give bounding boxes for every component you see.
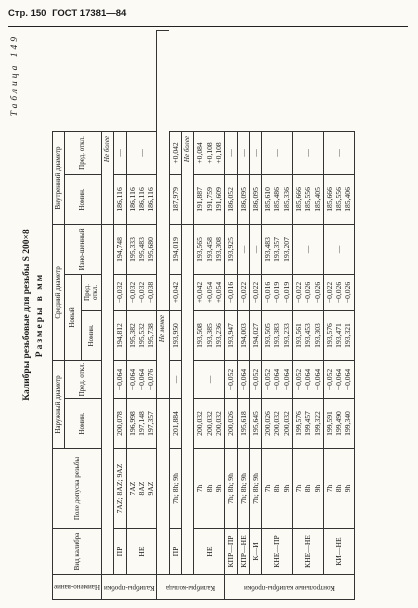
- inner-nominal-value: 185,336: [281, 187, 291, 212]
- inner-deviation-value: —: [226, 149, 236, 157]
- middle-deviation-value: −0,019: [281, 281, 291, 304]
- inner-nominal: [194, 174, 225, 224]
- gauge-kind: КПР—ПР: [225, 529, 237, 575]
- middle-nominal-value: 193,236: [213, 323, 223, 348]
- outer-deviation: [323, 360, 354, 398]
- outer-nominal: [249, 399, 261, 449]
- outer-nominal: [114, 399, 126, 449]
- outer-nominal: [169, 399, 181, 449]
- inner-deviation: [169, 131, 181, 174]
- outer-deviation-value: −0,052: [324, 368, 334, 391]
- note-spacer: [101, 224, 113, 574]
- outer-nominal: [237, 399, 249, 449]
- outer-deviation-value: −0,064: [343, 368, 353, 391]
- outer-deviation-value: −0,064: [127, 368, 137, 391]
- middle-deviation-value: −0,026: [343, 281, 353, 304]
- outer-nominal-value: 199,591: [324, 411, 334, 436]
- outer-deviation: [237, 360, 249, 398]
- middle-deviation-value: −0,019: [272, 281, 282, 304]
- worn-diameter-value: 193,458: [204, 237, 214, 262]
- thread-field-value: 9h: [281, 484, 291, 493]
- page-number: Стр. 150: [8, 8, 47, 19]
- outer-deviation: [114, 360, 126, 398]
- inner-deviation-value: +0,084: [195, 142, 205, 164]
- worn-diameter-value: —: [238, 245, 248, 254]
- gauge-kind: КНЕ—НЕ: [293, 529, 324, 575]
- outer-nominal-value: 195,645: [250, 411, 260, 436]
- middle-nominal-value: 193,383: [272, 323, 282, 348]
- col-middle-worn: Изно-шенный: [64, 224, 101, 274]
- outer-nominal: [126, 399, 157, 449]
- outer-deviation: [249, 360, 261, 398]
- note-spacer: [157, 399, 169, 575]
- table-units: Размеры в мм: [35, 272, 45, 358]
- outer-deviation-value: −0,052: [263, 368, 273, 391]
- thread-field: [114, 449, 126, 529]
- inner-nominal-value: 186,116: [115, 187, 125, 212]
- thread-field-value: 8AZ: [136, 481, 146, 496]
- thread-field-value: 7h: [294, 484, 303, 493]
- inner-deviation-value: —: [303, 149, 313, 157]
- outer-nominal-value: 195,618: [238, 411, 248, 436]
- middle-deviation-value: −0,022: [294, 281, 303, 304]
- col-inner-header: Внутренний диаметр: [53, 131, 65, 224]
- middle-deviation: [323, 274, 354, 310]
- worn-diameter: [126, 224, 157, 274]
- middle-deviation: [293, 274, 324, 310]
- inner-deviation-value: —: [250, 149, 260, 157]
- middle-deviation: [225, 274, 237, 310]
- middle-deviation-value: −0,038: [146, 281, 156, 304]
- outer-nominal: [293, 399, 324, 449]
- outer-deviation-value: −0,064: [136, 368, 146, 391]
- thread-field-value: 8h: [303, 484, 313, 493]
- outer-nominal-value: 200,032: [213, 411, 223, 436]
- worn-diameter: [169, 224, 181, 274]
- table-row: [194, 31, 225, 600]
- note-row: [182, 31, 194, 600]
- outer-deviation-value: −0,064: [272, 368, 282, 391]
- outer-deviation-value: −0,064: [334, 368, 344, 391]
- thread-field-value: 7h: [324, 484, 334, 493]
- worn-diameter-value: 193,357: [272, 237, 282, 262]
- worn-diameter-value: 194,019: [170, 237, 180, 262]
- middle-nominal-value: 193,233: [281, 323, 291, 348]
- inner-nominal-value: 186,095: [250, 187, 260, 212]
- col-middle-nom: Номин.: [81, 310, 101, 360]
- rotated-table-page: [8, 30, 408, 600]
- gauge-kind: НЕ: [194, 529, 225, 575]
- table-row: [262, 31, 293, 600]
- inner-deviation: [225, 131, 237, 174]
- gauge-kind: КНЕ—ПР: [262, 529, 293, 575]
- thread-field-value: 7h: [195, 484, 205, 493]
- outer-deviation: [225, 360, 237, 398]
- middle-deviation-value: −0,022: [324, 281, 334, 304]
- middle-nominal: [126, 310, 157, 360]
- middle-deviation: [194, 274, 225, 310]
- worn-diameter-value: 193,925: [226, 237, 236, 262]
- inner-nominal-value: 185,666: [324, 187, 334, 212]
- thread-field-value: 7h; 8h; 9h: [170, 473, 180, 504]
- inner-deviation: [114, 131, 126, 174]
- middle-deviation-value: −0,022: [238, 281, 248, 304]
- note-not-less: Не менее: [157, 310, 169, 398]
- table-row: [237, 31, 249, 600]
- inner-nominal: [225, 174, 237, 224]
- worn-diameter: [194, 224, 225, 274]
- thread-field: [169, 449, 181, 529]
- inner-nominal: [237, 174, 249, 224]
- inner-nominal-value: 185,556: [334, 187, 344, 212]
- gauge-kind: ПР: [114, 529, 126, 575]
- middle-nominal-value: 193,508: [195, 323, 205, 348]
- standard-code: ГОСТ 17381—84: [52, 8, 127, 19]
- outer-deviation-value: −0,052: [250, 368, 260, 391]
- outer-nominal-value: 199,340: [343, 411, 353, 436]
- worn-diameter: [237, 224, 249, 274]
- middle-nominal: [194, 310, 225, 360]
- gauge-kind: КПР—НЕ: [237, 529, 249, 575]
- outer-nominal-value: 200,078: [115, 411, 125, 436]
- middle-nominal: [323, 310, 354, 360]
- middle-nominal-value: 193,453: [303, 323, 313, 348]
- middle-deviation-value: −0,026: [312, 281, 322, 304]
- inner-deviation: [323, 131, 354, 174]
- thread-field-value: 9h: [213, 484, 223, 493]
- table-row: [249, 31, 261, 600]
- middle-deviation-value: −0,032: [115, 281, 125, 304]
- col-kind-header: Вид калибра: [53, 529, 102, 575]
- outer-deviation-value: −0,064: [238, 368, 248, 391]
- col-middle-new: Новый: [64, 274, 81, 360]
- outer-deviation: [126, 360, 157, 398]
- worn-diameter-value: 195,483: [136, 237, 146, 262]
- worn-diameter-value: —: [334, 245, 344, 254]
- middle-deviation-value: +0,054: [204, 281, 214, 304]
- middle-deviation-value: −0,032: [136, 281, 146, 304]
- inner-nominal: [249, 174, 261, 224]
- middle-nominal-value: 193,321: [343, 323, 353, 348]
- outer-nominal-value: 200,026: [263, 411, 273, 436]
- outer-nominal-value: 199,457: [303, 411, 313, 436]
- inner-deviation-value: —: [334, 149, 344, 157]
- worn-diameter: [323, 224, 354, 274]
- middle-deviation-value: +0,042: [170, 281, 180, 304]
- middle-nominal-value: 193,561: [294, 323, 303, 348]
- inner-nominal-value: 185,610: [263, 187, 273, 212]
- thread-field-value: 7h; 8h; 9h: [250, 473, 260, 504]
- col-middle-dev: Пред. откл.: [81, 274, 101, 310]
- outer-nominal-value: 200,026: [226, 411, 236, 436]
- worn-diameter-value: —: [250, 245, 260, 254]
- table-row: [293, 31, 324, 600]
- middle-deviation-value: −0,016: [226, 281, 236, 304]
- middle-deviation: [262, 274, 293, 310]
- inner-deviation: [249, 131, 261, 174]
- outer-nominal: [194, 399, 225, 449]
- middle-nominal-value: 194,027: [250, 323, 260, 348]
- inner-deviation: [293, 131, 324, 174]
- thread-field-value: 9h: [343, 484, 353, 493]
- outer-nominal-value: 200,032: [204, 411, 214, 436]
- outer-deviation-value: −0,052: [294, 368, 303, 391]
- inner-deviation: [126, 131, 157, 174]
- col-inner-dev: Пред. откл.: [64, 131, 101, 174]
- inner-deviation-value: +0,108: [204, 142, 214, 164]
- table-body: [101, 31, 354, 600]
- table-row: [114, 31, 126, 600]
- inner-deviation-value: —: [238, 149, 248, 157]
- worn-diameter: [262, 224, 293, 274]
- thread-field-value: 9AZ: [146, 481, 156, 496]
- middle-nominal-value: 193,303: [312, 323, 322, 348]
- outer-nominal-value: 196,998: [127, 411, 137, 436]
- table-row: [225, 31, 237, 600]
- middle-nominal-value: 195,382: [127, 323, 137, 348]
- outer-deviation-value: —: [204, 375, 214, 384]
- inner-nominal-value: 191,759: [204, 187, 214, 212]
- outer-deviation-value: —: [170, 375, 180, 384]
- inner-nominal-value: 186,095: [238, 187, 248, 212]
- worn-diameter-value: 193,207: [281, 237, 291, 262]
- worn-diameter-value: 193,483: [263, 237, 273, 262]
- inner-nominal-value: 185,486: [272, 187, 282, 212]
- middle-nominal: [169, 310, 181, 360]
- note-row: [101, 31, 113, 600]
- middle-nominal-value: 193,385: [204, 323, 214, 348]
- worn-diameter-value: 193,565: [195, 237, 205, 262]
- thread-field-value: 7h; 8h; 9h: [238, 473, 248, 504]
- table-head: [53, 31, 102, 600]
- inner-nominal: [169, 174, 181, 224]
- outer-deviation: [293, 360, 324, 398]
- middle-nominal: [237, 310, 249, 360]
- inner-deviation: [237, 131, 249, 174]
- inner-nominal-value: 185,556: [303, 187, 313, 212]
- middle-deviation-value: −0,016: [263, 281, 273, 304]
- group-label-control-plugs: Контрольные калибры-пробки: [225, 575, 355, 600]
- thread-field: [225, 449, 237, 529]
- thread-field: [323, 449, 354, 529]
- outer-nominal: [323, 399, 354, 449]
- table-number: Таблица 149: [10, 34, 20, 117]
- middle-deviation-value: −0,032: [127, 281, 137, 304]
- thread-field-value: 7AZ: [127, 481, 137, 496]
- middle-nominal-value: 194,812: [115, 323, 125, 348]
- col-middle-header: Средний диаметр: [53, 224, 65, 360]
- outer-nominal-value: 197,148: [136, 411, 146, 436]
- inner-nominal-value: 185,406: [343, 187, 353, 212]
- col-name-header: Наимено-вание: [53, 575, 102, 600]
- col-field-header: Поле допуска резьбы: [53, 449, 102, 529]
- middle-nominal: [225, 310, 237, 360]
- worn-diameter: [114, 224, 126, 274]
- table-row: [323, 31, 354, 600]
- inner-nominal-value: 191,887: [195, 187, 205, 212]
- col-inner-nom: Номин.: [64, 174, 101, 224]
- outer-nominal-value: 200,032: [281, 411, 291, 436]
- thread-field: [126, 449, 157, 529]
- middle-deviation-value: +0,054: [213, 281, 223, 304]
- inner-nominal: [262, 174, 293, 224]
- outer-nominal-value: 200,032: [272, 411, 282, 436]
- outer-deviation-value: −0,064: [115, 368, 125, 391]
- middle-nominal: [262, 310, 293, 360]
- thread-field-value: 8h: [204, 484, 214, 493]
- middle-nominal-value: 193,471: [334, 323, 344, 348]
- outer-nominal-value: 197,357: [146, 411, 156, 436]
- outer-deviation: [169, 360, 181, 398]
- outer-nominal: [225, 399, 237, 449]
- thread-field: [293, 449, 324, 529]
- thread-field: [237, 449, 249, 529]
- table-row: [169, 31, 181, 600]
- worn-diameter-value: 193,308: [213, 237, 223, 262]
- note-row: [157, 31, 169, 600]
- worn-diameter-value: 195,333: [127, 237, 137, 262]
- thread-field: [262, 449, 293, 529]
- group-label-rings: Калибры-кольца: [157, 575, 225, 600]
- middle-deviation-value: −0,026: [334, 281, 344, 304]
- inner-nominal-value: 185,405: [312, 187, 322, 212]
- worn-diameter: [225, 224, 237, 274]
- gauge-kind: КИ—НЕ: [323, 529, 354, 575]
- inner-deviation-value: —: [115, 149, 125, 157]
- inner-nominal: [126, 174, 157, 224]
- gauge-kind: К—И: [249, 529, 261, 575]
- thread-field: [194, 449, 225, 529]
- inner-deviation-value: —: [136, 149, 146, 157]
- note-not-more: Не более: [101, 131, 113, 224]
- thread-field-value: 9h: [312, 484, 322, 493]
- outer-deviation: [262, 360, 293, 398]
- outer-nominal: [262, 399, 293, 449]
- note-spacer: [157, 31, 169, 311]
- middle-deviation: [114, 274, 126, 310]
- table-title: Калибры резьбовые для резьбы S 200×8: [22, 229, 32, 401]
- outer-deviation-value: −0,064: [281, 368, 291, 391]
- outer-nominal-value: 199,322: [312, 411, 322, 436]
- middle-nominal-value: 194,003: [238, 323, 248, 348]
- thread-field: [249, 449, 261, 529]
- thread-field-value: 7h: [263, 484, 273, 493]
- col-outer-nom: Номин.: [64, 399, 101, 449]
- outer-nominal-value: 199,576: [294, 411, 303, 436]
- gauge-kind: ПР: [169, 529, 181, 575]
- thread-field-value: 7AZ; 8AZ; 9AZ: [115, 463, 125, 514]
- note-spacer: [182, 224, 194, 574]
- inner-nominal-value: 186,052: [226, 187, 236, 212]
- inner-deviation-value: +0,042: [170, 142, 180, 164]
- worn-diameter-value: —: [303, 245, 313, 254]
- gauge-kind: НЕ: [126, 529, 157, 575]
- middle-nominal: [114, 310, 126, 360]
- outer-nominal-value: 201,884: [170, 411, 180, 436]
- col-outer-dev: Пред. откл.: [64, 360, 101, 398]
- middle-nominal-value: 195,532: [136, 323, 146, 348]
- inner-nominal-value: 185,666: [294, 187, 303, 212]
- outer-nominal-value: 199,490: [334, 411, 344, 436]
- thread-field-value: 8h: [334, 484, 344, 493]
- worn-diameter: [249, 224, 261, 274]
- middle-deviation-value: −0,022: [250, 281, 260, 304]
- middle-deviation: [169, 274, 181, 310]
- middle-deviation: [126, 274, 157, 310]
- middle-deviation-value: +0,042: [195, 281, 205, 304]
- inner-nominal: [323, 174, 354, 224]
- middle-nominal-value: 193,576: [324, 323, 334, 348]
- middle-nominal-value: 193,947: [226, 323, 236, 348]
- middle-deviation: [249, 274, 261, 310]
- inner-nominal: [293, 174, 324, 224]
- middle-deviation-value: −0,026: [303, 281, 313, 304]
- gauge-table: [52, 30, 355, 600]
- outer-deviation-value: −0,064: [312, 368, 322, 391]
- inner-deviation: [262, 131, 293, 174]
- table-caption: [8, 30, 52, 600]
- worn-diameter: [293, 224, 324, 274]
- inner-nominal: [114, 174, 126, 224]
- thread-field-value: 7h; 8h; 9h: [226, 473, 236, 504]
- outer-nominal-value: 200,032: [195, 411, 205, 436]
- outer-deviation-value: −0,052: [226, 368, 236, 391]
- note-not-more-2: Не более: [182, 131, 194, 224]
- middle-nominal: [293, 310, 324, 360]
- group-label-plugs: Калибры-пробки: [101, 575, 156, 600]
- inner-deviation-value: +0,108: [213, 142, 223, 164]
- inner-deviation-value: —: [272, 149, 282, 157]
- middle-nominal-value: 193,505: [263, 323, 273, 348]
- inner-deviation: [194, 131, 225, 174]
- outer-deviation-value: −0,064: [303, 368, 313, 391]
- middle-nominal-value: 193,950: [170, 323, 180, 348]
- inner-nominal-value: 187,979: [170, 187, 180, 212]
- worn-diameter-value: 195,680: [146, 237, 156, 262]
- middle-nominal: [249, 310, 261, 360]
- outer-deviation: [194, 360, 225, 398]
- inner-nominal-value: 186,116: [136, 187, 146, 212]
- table-row: [126, 31, 157, 600]
- middle-nominal-value: 195,738: [146, 323, 156, 348]
- middle-deviation: [237, 274, 249, 310]
- thread-field-value: 8h: [272, 484, 282, 493]
- inner-nominal-value: 191,609: [213, 187, 223, 212]
- col-outer-header: Наружный диаметр: [53, 360, 65, 448]
- worn-diameter-value: 194,748: [115, 237, 125, 262]
- inner-nominal-value: 186,116: [127, 187, 137, 212]
- inner-nominal-value: 186,116: [146, 187, 156, 212]
- outer-deviation-value: −0,076: [146, 368, 156, 391]
- page-header: [8, 4, 408, 27]
